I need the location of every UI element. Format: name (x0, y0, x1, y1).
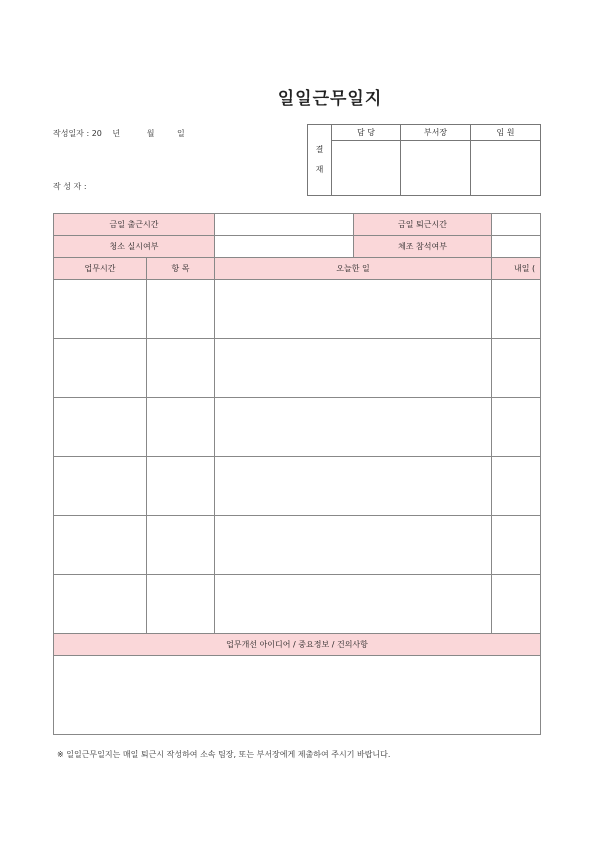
work-log-table (53, 213, 541, 735)
today-cell[interactable] (215, 457, 492, 516)
tomorrow-cell[interactable] (492, 398, 541, 457)
start-time-label: 금일 출근시간 (54, 214, 215, 236)
approval-side-label (308, 125, 332, 196)
tomorrow-cell[interactable] (492, 575, 541, 634)
work-time-cell[interactable] (54, 339, 147, 398)
table-row (54, 280, 541, 339)
item-cell[interactable] (147, 280, 215, 339)
table-row (54, 398, 541, 457)
table-row (54, 575, 541, 634)
exercise-label: 체조 참석여부 (354, 236, 492, 258)
author-line (53, 181, 87, 192)
table-row (54, 516, 541, 575)
today-cell[interactable] (215, 398, 492, 457)
tomorrow-cell[interactable] (492, 516, 541, 575)
table-row (54, 339, 541, 398)
approval-sign-manager[interactable] (332, 141, 401, 196)
approval-sign-dept-head[interactable] (401, 141, 471, 196)
approval-side-top: 결 (315, 145, 324, 154)
work-time-cell[interactable] (54, 516, 147, 575)
approval-col-manager: 담 당 (332, 125, 401, 141)
approval-box (307, 124, 541, 196)
today-cell[interactable] (215, 575, 492, 634)
work-time-cell[interactable] (54, 280, 147, 339)
date-label: 작성일자 : 20 (53, 129, 102, 138)
page-title: 일일근무일지 (277, 89, 383, 109)
ideas-header: 업무개선 아이디어 / 중요정보 / 건의사항 (54, 634, 541, 656)
item-cell[interactable] (147, 575, 215, 634)
today-cell[interactable] (215, 280, 492, 339)
footnote: ※ 일일근무일지는 매일 퇴근시 작성하여 소속 팀장, 또는 부서장에게 제출하여 주시기 바랍니다. (57, 750, 391, 759)
date-line (53, 128, 185, 139)
work-time-cell[interactable] (54, 457, 147, 516)
cleaning-label: 청소 실시여부 (54, 236, 215, 258)
item-cell[interactable] (147, 339, 215, 398)
item-cell[interactable] (147, 457, 215, 516)
day-label: 일 (176, 129, 185, 138)
author-label: 작 성 자 : (53, 182, 87, 191)
tomorrow-header: 내일 ( (492, 258, 541, 280)
work-time-header: 업무시간 (54, 258, 147, 280)
today-header: 오늘한 일 (215, 258, 492, 280)
end-time-label: 금일 퇴근시간 (354, 214, 492, 236)
tomorrow-cell[interactable] (492, 339, 541, 398)
work-time-cell[interactable] (54, 398, 147, 457)
item-cell[interactable] (147, 516, 215, 575)
today-cell[interactable] (215, 516, 492, 575)
end-time-field[interactable] (492, 214, 541, 236)
today-cell[interactable] (215, 339, 492, 398)
tomorrow-cell[interactable] (492, 457, 541, 516)
item-header: 항 목 (147, 258, 215, 280)
month-label: 월 (146, 129, 155, 138)
cleaning-field[interactable] (215, 236, 354, 258)
approval-col-executive: 임 원 (471, 125, 541, 141)
start-time-field[interactable] (215, 214, 354, 236)
approval-side-bottom: 재 (315, 165, 324, 174)
work-time-cell[interactable] (54, 575, 147, 634)
item-cell[interactable] (147, 398, 215, 457)
tomorrow-cell[interactable] (492, 280, 541, 339)
approval-col-dept-head: 부서장 (401, 125, 471, 141)
year-label: 년 (112, 129, 121, 138)
exercise-field[interactable] (492, 236, 541, 258)
table-row (54, 457, 541, 516)
approval-sign-executive[interactable] (471, 141, 541, 196)
ideas-field[interactable] (54, 656, 541, 735)
